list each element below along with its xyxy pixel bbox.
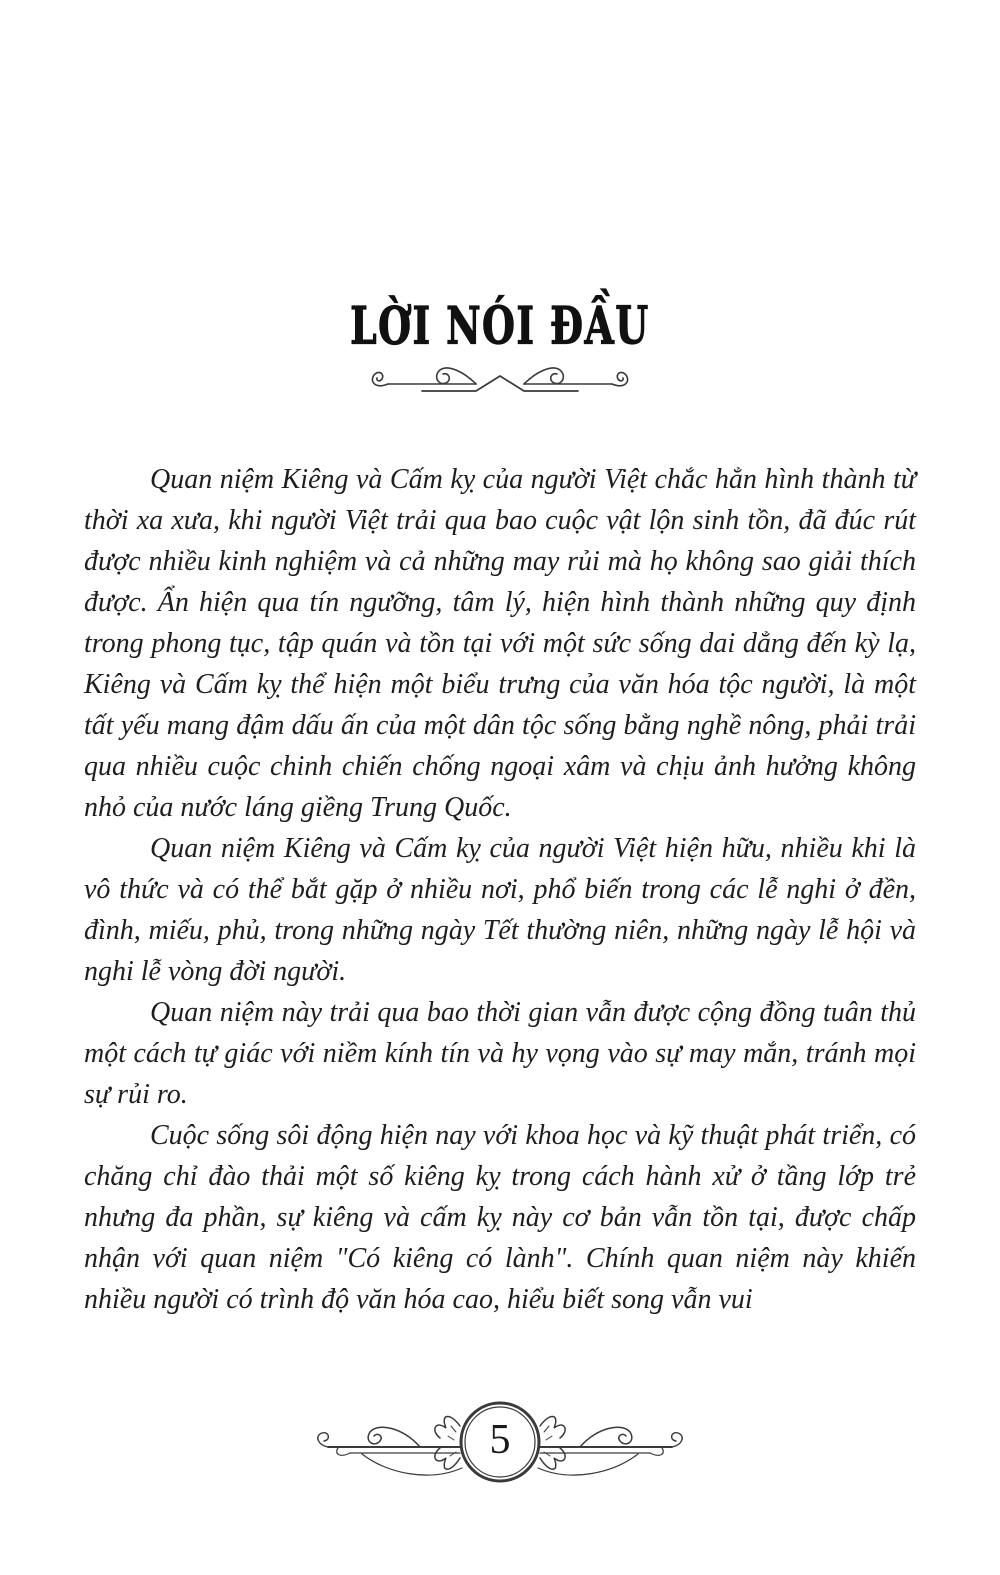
page-footer [310, 1390, 690, 1502]
page-number: 5 [489, 1417, 511, 1464]
chapter-title-block [0, 295, 1000, 365]
paragraph: Quan niệm Kiêng và Cấm kỵ của người Việt chắc hẳn hình thành từ thời xa xưa, khi người Việt trải qua bao cuộc vật lộn sinh tồn, đã đúc rút được nhiều kinh nghiệm và cả những may rủi mà họ không sao giải thích được. Ẩn hiện qua tín ngưỡng, tâm lý, hiện hình thành những quy định trong phong tục, tập quán và tồn tại với một sức sống dai dẳng đến kỳ lạ, Kiêng và Cấm kỵ thể hiện một biểu trưng của văn hóa tộc người, là một tất yếu mang đậm dấu ấn của một dân tộc sống bằng nghề nông, phải trải qua nhiều cuộc chinh chiến chống ngoại xâm và chịu ảnh hưởng không nhỏ của nước láng giềng Trung Quốc. [84, 464, 916, 823]
paragraph: Cuộc sống sôi động hiện nay với khoa học và kỹ thuật phát triển, có chăng chỉ đào thải một số kiêng kỵ trong cách hành xử ở tầng lớp trẻ nhưng đa phần, sự kiêng và cấm kỵ này cơ bản vẫn tồn tại, được chấp nhận với quan niệm "Có kiêng có lành". Chính quan niệm này khiến nhiều người có trình độ văn hóa cao, hiểu biết song vẫn vui [84, 1120, 916, 1315]
chapter-title: LỜI NÓI ĐẦU [350, 295, 650, 356]
body-text [84, 459, 916, 1320]
header-flourish-icon [364, 360, 636, 404]
paragraph: Quan niệm Kiêng và Cấm kỵ của người Việt hiện hữu, nhiều khi là vô thức và có thể bắt gặp ở nhiều nơi, phổ biến trong các lễ nghi ở đền, đình, miếu, phủ, trong những ngày Tết thường niên, những ngày lễ hội và nghi lễ vòng đời người. [84, 833, 916, 987]
paragraph: Quan niệm này trải qua bao thời gian vẫn được cộng đồng tuân thủ một cách tự giác với niềm kính tín và hy vọng vào sự may mắn, tránh mọi sự rủi ro. [84, 997, 916, 1110]
